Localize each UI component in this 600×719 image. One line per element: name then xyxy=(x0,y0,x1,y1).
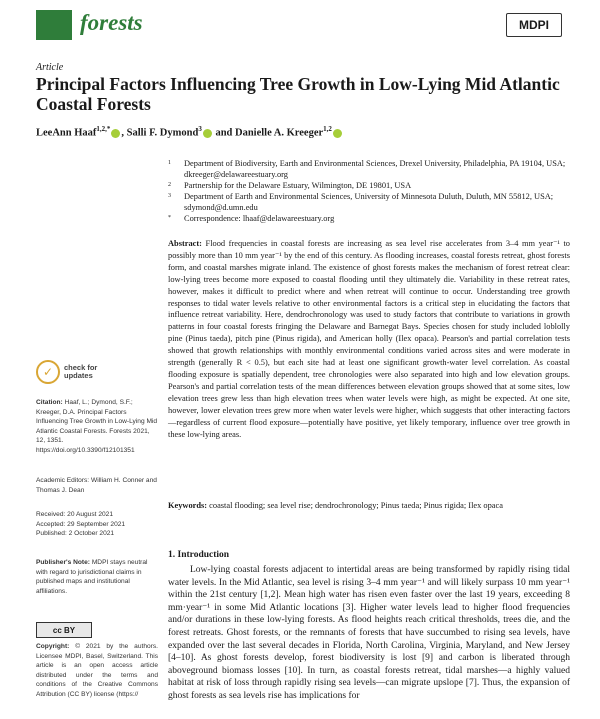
received-date: Received: 20 August 2021 xyxy=(36,511,113,518)
affiliations xyxy=(168,158,568,224)
citation-label: Citation: xyxy=(36,399,63,406)
affiliation-number: 1 xyxy=(168,160,171,166)
academic-editors: Academic Editors: William H. Conner and Thomas J. Dean xyxy=(36,477,157,494)
journal-name: forests xyxy=(80,10,143,35)
author-name[interactable]: Danielle A. Kreeger xyxy=(235,127,324,139)
orcid-icon[interactable] xyxy=(111,129,120,138)
article-type: Article xyxy=(36,62,64,73)
affiliation xyxy=(168,191,568,213)
author-name[interactable]: LeeAnn Haaf xyxy=(36,127,97,139)
author-affiliation-mark: 1,2,* xyxy=(96,125,111,133)
cc-license-icon[interactable]: cc BY xyxy=(36,622,92,638)
affiliation-text: Department of Biodiversity, Earth and Environmental Sciences, Drexel University, Philadelphia, PA 19104, USA; dkreeger@delawareestuary.org xyxy=(184,159,566,179)
publisher-logo[interactable] xyxy=(506,13,562,37)
keywords-label: Keywords: xyxy=(168,501,208,510)
author-name[interactable]: Salli F. Dymond xyxy=(126,127,199,139)
published-date: Published: 2 October 2021 xyxy=(36,530,115,538)
copyright-text: © 2021 by the authors. Licensee MDPI, Basel, Switzerland. This article is an open access article distributed under the terms and conditions of the Creative Commons Attribution (CC BY) license (https:// xyxy=(36,643,158,698)
author-separator: , xyxy=(121,127,127,139)
introduction-text: Low-lying coastal forests adjacent to intertidal areas are being transformed by rapidly rising tidal water levels. In the Mid Atlantic, sea level is rising 3–4 mm year⁻¹ and will likely surpass 10 mm year⁻¹ within the 21st century [1,2]. Mean high water has risen even faster over the last 19 years, exceeding 8 mm·year⁻¹ in some Mid Atlantic locations [3]. Higher water levels lead to higher flood frequencies and/or durations in these low-lying forests. As flood heights reach critical thresholds, trees die, and the forest retreats. Ghost forests, or the remnants of forests that have succumbed to rising sea levels, have expanded over the last several decades in Florida, North Carolina, Virginia, Maryland, and New Jersey [4–10]. As ghost forests develop, forest biodiversity is lost [9] and carbon is liberated through aboveground biomass losses [10]. In turn, as coastal forests retreat, tidal marshes—a highly valued habitat at risk of loss through rapidly rising sea levels—can migrate upslope [7]. Thus, the expansion of ghost forests as sea levels rise has implications for xyxy=(168,565,570,701)
affiliation xyxy=(168,180,568,191)
abstract-text: Flood frequencies in coastal forests are increasing as sea level rise accelerates from 3–4 mm year⁻¹ to possibly more than 10 mm year⁻¹ by the end of this century. As flooding increases, coastal forests retreat, ghost forests form, and coastal marshes migrate inland. The existence of ghost forests makes the mechanism of forest retreat clear: low-lying trees become more exposed to coastal flooding until they ultimately die. Variability in these retreat rates, however, makes it difficult to predict where and when retreat will continue to occur. Understanding tree growth responses to tidal water levels relative to other environmental factors is a critical step in elucidating the factors that influence retreat variability. Here, dendrochronology was used to study factors that contribute to variations in growth patterns in four coastal forests fringing the Delaware and Barnegat Bays. Species chosen for study included loblolly pine (Pinus taeda), pitch pine (Pinus rigida), and American holly (Ilex opaca). Pearson's and partial correlation tests showed that growth relationships with monthly environmental conditions varied across sites and were moderate in strength (generally R < 0.5), but each site had at least one significant growth-water level correlation. As coastal flooding exposure is spatially dependent, tree chronologies were also separated into high and low elevation groups. Pearson's and partial correlation tests of the mean differences between elevation groups showed that at some sites, low elevation trees grew less than high elevation trees when water levels were high, as might be expected. At one site, however, lower elevation trees grew more when water levels were higher, which suggests that other interacting factors—regardless of current flood exposure—potentially have positive, yet likely temporary, influence over tree growth in these low-lying areas. xyxy=(168,239,570,439)
author-affiliation-mark: 1,2 xyxy=(323,125,332,133)
accepted-date: Accepted: 29 September 2021 xyxy=(36,520,126,528)
journal-logo-icon xyxy=(36,10,72,40)
check-updates-label: check for updates xyxy=(64,363,98,380)
publisher-note-text: MDPI stays neutral with regard to jurisdictional claims in published maps and institutional affiliations. xyxy=(36,559,148,595)
keywords xyxy=(168,500,570,511)
citation xyxy=(36,398,158,456)
author-affiliation-mark: 3 xyxy=(198,125,202,133)
orcid-icon[interactable] xyxy=(333,129,342,138)
author-and: and xyxy=(212,127,235,139)
copyright-label: Copyright: xyxy=(36,643,70,650)
check-for-updates-button[interactable] xyxy=(36,360,97,384)
affiliation-number: * xyxy=(168,215,171,221)
check-updates-icon: ✓ xyxy=(36,360,60,384)
affiliation-number: 3 xyxy=(168,193,171,199)
correspondence-text[interactable]: Correspondence: lhaaf@delawareestuary.org xyxy=(184,214,335,223)
affiliation-text: Department of Earth and Environmental Sciences, University of Minnesota Duluth, Duluth, MN 55812, USA; sdymond@d.umn.edu xyxy=(184,192,554,212)
publisher-name: MDPI xyxy=(519,18,549,32)
article-title: Principal Factors Influencing Tree Growth in Low-Lying Mid Atlantic Coastal Forests xyxy=(36,74,560,114)
publisher-note-label: Publisher's Note: xyxy=(36,559,90,566)
keywords-text: coastal flooding; sea level rise; dendrochronology; Pinus taeda; Pinus rigida; Ilex opaca xyxy=(209,501,503,510)
publisher-note xyxy=(36,558,158,596)
orcid-icon[interactable] xyxy=(203,129,212,138)
section-heading: 1. Introduction xyxy=(168,550,230,560)
affiliation xyxy=(168,158,568,180)
publication-dates xyxy=(36,510,158,539)
affiliation-number: 2 xyxy=(168,182,171,188)
copyright xyxy=(36,642,158,700)
correspondence xyxy=(168,213,568,224)
abstract xyxy=(168,238,570,440)
affiliation-text: Partnership for the Delaware Estuary, Wilmington, DE 19801, USA xyxy=(184,181,412,190)
author-list xyxy=(36,125,343,139)
abstract-label: Abstract: xyxy=(168,239,202,248)
citation-text[interactable]: Haaf, L.; Dymond, S.F.; Kreeger, D.A. Principal Factors Influencing Tree Growth in Low-Lying Mid Atlantic Coastal Forests. Forests 2021, 12, 1351. https://doi.org/10.3390/f12101351 xyxy=(36,399,158,454)
